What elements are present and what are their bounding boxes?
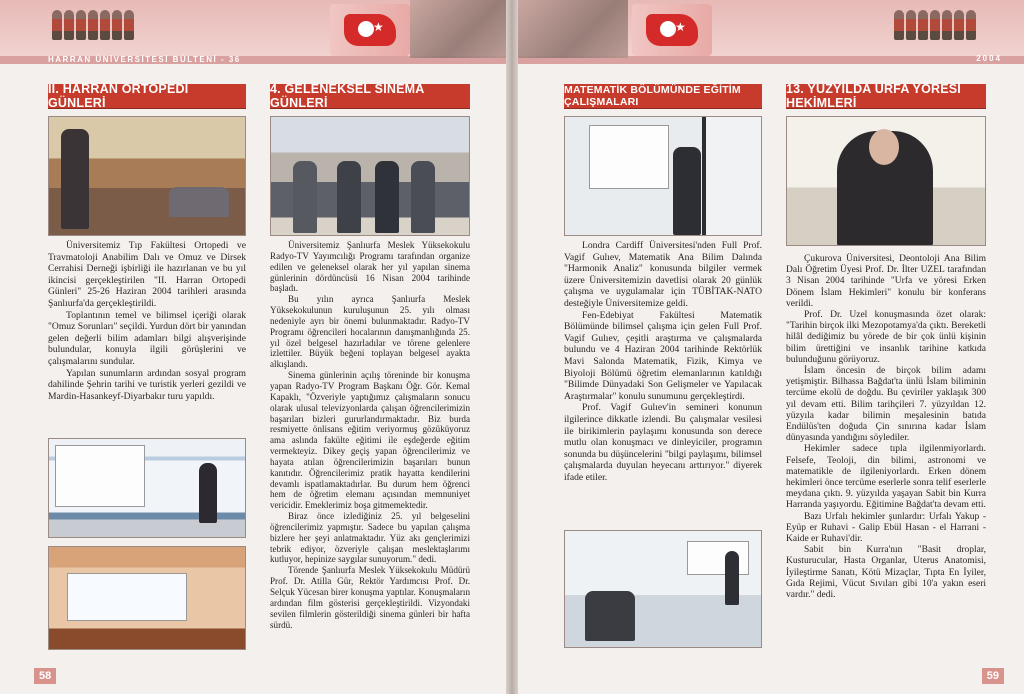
article-body-matematik (564, 240, 762, 483)
article-body-sinema (270, 240, 470, 630)
paragraph: İslam öncesin de birçok bilim adamı yetişmiştir. Bilhassa Bağdat'ta ünlü İslam biliminin tercüme ekolü de doğdu. Bu çeviriler yaklaşık 300 yıl devam etti. Bilim tarihçileri 7. yüzyıldan 12. yüzyıla kadar bilimin meşalesinin batıda Endülüs'ten doğuda Çin sınırına kadar İslam dünyasında yandığını söylediler. (786, 366, 986, 444)
photo-matematik-lecturer (564, 116, 762, 236)
paragraph: Çukurova Üniversitesi, Deontoloji Ana Bilim Dalı Öğretim Üyesi Prof. Dr. İlter UZEL tarafından 3 Nisan 2004 tarihinde "Urfa ve yöresi Erken Dönem İslam Hekimleri" konulu bir konferans verildi. (786, 254, 986, 309)
photo-ortopedi-projection (48, 546, 246, 650)
paragraph: Fen-Edebiyat Fakültesi Matematik Bölümünde bilimsel çalışma için gelen Full Prof. Vagif Gulıev, çeşitli araştırma ve çalışmalarda bulundu ve 4 Haziran 2004 tarihinde Rektörlük Mavi Salonda Matematik, Fizik, Kimya ve Biyoloji Bölümü öğretim elemanlarının katıldığı "Bilimde Dünyadaki Son Gelişmeler ve Yapılacak Araştırmalar" konulu sunumunu gerçekleştirdi. (564, 309, 762, 402)
turkish-flag-icon (646, 14, 698, 46)
paragraph: Bu yılın ayrıca Şanlıurfa Meslek Yüksekokulunun kuruluşunun 25. yılı olması nedeniyle ayrı bir önemi bulunmaktadır. Radyo-TV Programı öğrencileri hocalarının danışmanlığında 25. yıl özel belgesel hazırladılar ve törene gelenlere izlettiler. Büyük beğeni toplayan belgesel ayakta alkışlandı. (270, 294, 470, 370)
paragraph: Sabit bin Kurra'nın "Basit droplar, Kusturucular, Hasta Organlar, Uterus Anatomisi, İyileştirme Sanatı, Kötü Mizaçlar, Tıpta En İyiler, Gıda Rejimi, Vücut Sıvıları gibi 10'a yakın eseri vardır." dedi. (786, 545, 986, 601)
paragraph: Prof. Vagif Gulıev'in semineri konunun ilgilerince dikkatle izlendi. Bu çalışmalar vesilesi ile birikimlerin paylaşımı konusunda son derece mutlu olan konuşmacı ve dinleyiciler, programın sonunda bu düşüncelerini "bilgi paylaşımı, bilimsel çalışmalarda duyulan heyecanı arttırıyor." diyerek ifade etiler. (564, 402, 762, 483)
running-head: HARRAN ÜNİVERSİTESİ BÜLTENİ - 36 (48, 55, 241, 64)
article-title-matematik: MATEMATİK BÖLÜMÜNDE EĞİTİM ÇALIŞMALARI (564, 84, 762, 108)
article-body-hekimler (786, 254, 986, 601)
folk-dancers-decoration (52, 10, 134, 40)
flag-decoration (330, 4, 410, 56)
page-number-right: 59 (982, 668, 1004, 684)
folk-dancers-decoration (894, 10, 976, 40)
paragraph: Biraz önce izlediğiniz 25. yıl belgeselini öğrencilerimiz yapmıştır. Sadece bu yapılan çalışma bizlere her şeyi anlatmaktadır. Yüz akı gençlerimizi tebrik ediyor, özveriyle çalışan meslektaşlarımı kutluyor, hepinize saygılar sunuyorum." dedi. (270, 511, 470, 565)
paragraph: Yapılan sunumların ardından sosyal program dahilinde Şehrin tarihi ve turistik yerleri gezildi ve Mardin-Hasankeyf-Diyarbakır turu yapıldı. (48, 367, 246, 402)
photo-hekimler-speaker (786, 116, 986, 246)
paragraph: Sinema günlerinin açılış töreninde bir konuşma yapan Radyo-TV Program Başkanı Öğr. Gör. Kemal Kapaklı, "Özveriyle yaptığımız çalışmaların sonucu olarak ulusal televizyonlarda çalışan öğrencilerimizin başarıları bizleri gururlandırmaktadır. Biz burda resmiyette önlisans eğitim veriyormuş gözüküyoruz ama aslında fakülte eğitimi ile eşdeğerde eğitim vermekteyiz. Dikey geçiş yapan öğrencilerimiz ve hayata atılan öğrencilerimizin başarıları bunun kanıtıdır. Öğrencilerimiz pratik hayatta kendilerini devamlı ispatlamaktadırlar. Bu durum hem öğrenci hem de öğretim elemanı açısından memnuniyet vericidir. Emeklerimiz boşa gitmemektedir. (270, 370, 470, 511)
paragraph: Üniversitemiz Tıp Fakültesi Ortopedi ve Travmatoloji Anabilim Dalı ve Omuz ve Dirsek Cerrahisi Derneği işbirliği ile hazırlanan ve bu yıl ikincisi gerçekleştirilen "II. Harran Ortopedi Günleri" 25-26 Haziran 2004 tarihleri arasında Şanlıurfa'da gerçekleştirildi. (48, 240, 246, 309)
photo-sinema-audience (270, 116, 470, 236)
photo-matematik-seminar (564, 530, 762, 648)
photo-ortopedi-podium (48, 438, 246, 538)
paragraph: Bazı Urfalı hekimler şunlardır: Urfalı Yakup - Eyüp er Ruhavi - Galip Ebül Hasan - el Harrani - Kaide er Ruhavi'dir. (786, 511, 986, 545)
header-photo (410, 0, 506, 58)
paragraph: Prof. Dr. Uzel konuşmasında özet olarak: "Tarihin birçok ilki Mezopotamya'da çıktı. Bereketli hilâl dediğimiz bu yörede de bir çok ünlü kişinin bilim ürettiğini ve insanlık tarihine katkıda bulunduğunu görüyoruz. (786, 310, 986, 365)
article-title-ortopedi: II. HARRAN ORTOPEDİ GÜNLERİ (48, 84, 246, 108)
article-body-ortopedi (48, 240, 246, 402)
flag-decoration (632, 4, 712, 56)
page-number-left: 58 (34, 668, 56, 684)
running-year: 2004 (976, 54, 1002, 63)
turkish-flag-icon (344, 14, 396, 46)
photo-ortopedi-speaker (48, 116, 246, 236)
right-page (512, 0, 1024, 694)
article-title-sinema: 4. GELENEKSEL SİNEMA GÜNLERİ (270, 84, 470, 108)
paragraph: Törende Şanlıurfa Meslek Yüksekokulu Müdürü Prof. Dr. Atilla Gür, Rektör Yardımcısı Prof. Dr. Selçuk Yücesan birer konuşma yaptılar. Konuşmaların ardından film gösterisi gerçekleştirildi. Vizyondaki sevilen filmlerin gösterildiği sinema günleri bir hafta sürdü. (270, 565, 470, 630)
paragraph: Toplantının temel ve bilimsel içeriği olarak "Omuz Sorunları" seçildi. Yurdun dört bir yanından gelen değerli bilim adamları bilgi alışverişinde bulundular, konuyla ilgili görüşlerini ve çalışmalarını sundular. (48, 309, 246, 367)
paragraph: Üniversitemiz Şanlıurfa Meslek Yüksekokulu Radyo-TV Yayımcılığı Programı tarafından organize edilen ve geleneksel olarak her yıl yapılan sinema günlerinin dördüncüsü 16 Nisan 2004 tarihinde başladı. (270, 240, 470, 294)
header-photo (518, 0, 628, 58)
paragraph: Londra Cardiff Üniversitesi'nden Full Prof. Vagif Gulıev, Matematik Ana Bilim Dalında "Harmonik Analiz" konusunda bilgiler vermek üzere Üniversitemizin davetlisi olarak 20 günlük çalışma ve uygulamalar için TÜBİTAK-NATO desteğiyle Üniversitemize geldi. (564, 240, 762, 309)
spine-gutter (506, 0, 518, 694)
paragraph: Hekimler sadece tıpla ilgilenmiyorlardı. Felsefe, Teoloji, din bilimi, astronomi ve matematikle de ilgileniyorlardı. Erken dönem hekimleri önce tercüme eserlerle sonra telif eserlerle meydana çıktı. 9. yüzyılda yaşayan Sabit bin Kurra Harranda yaşıyordu. Eğitimine Bağdat'ta devam etti. (786, 444, 986, 511)
article-title-hekimler: 13. YÜZYILDA URFA YÖRESİ HEKİMLERİ (786, 84, 986, 108)
